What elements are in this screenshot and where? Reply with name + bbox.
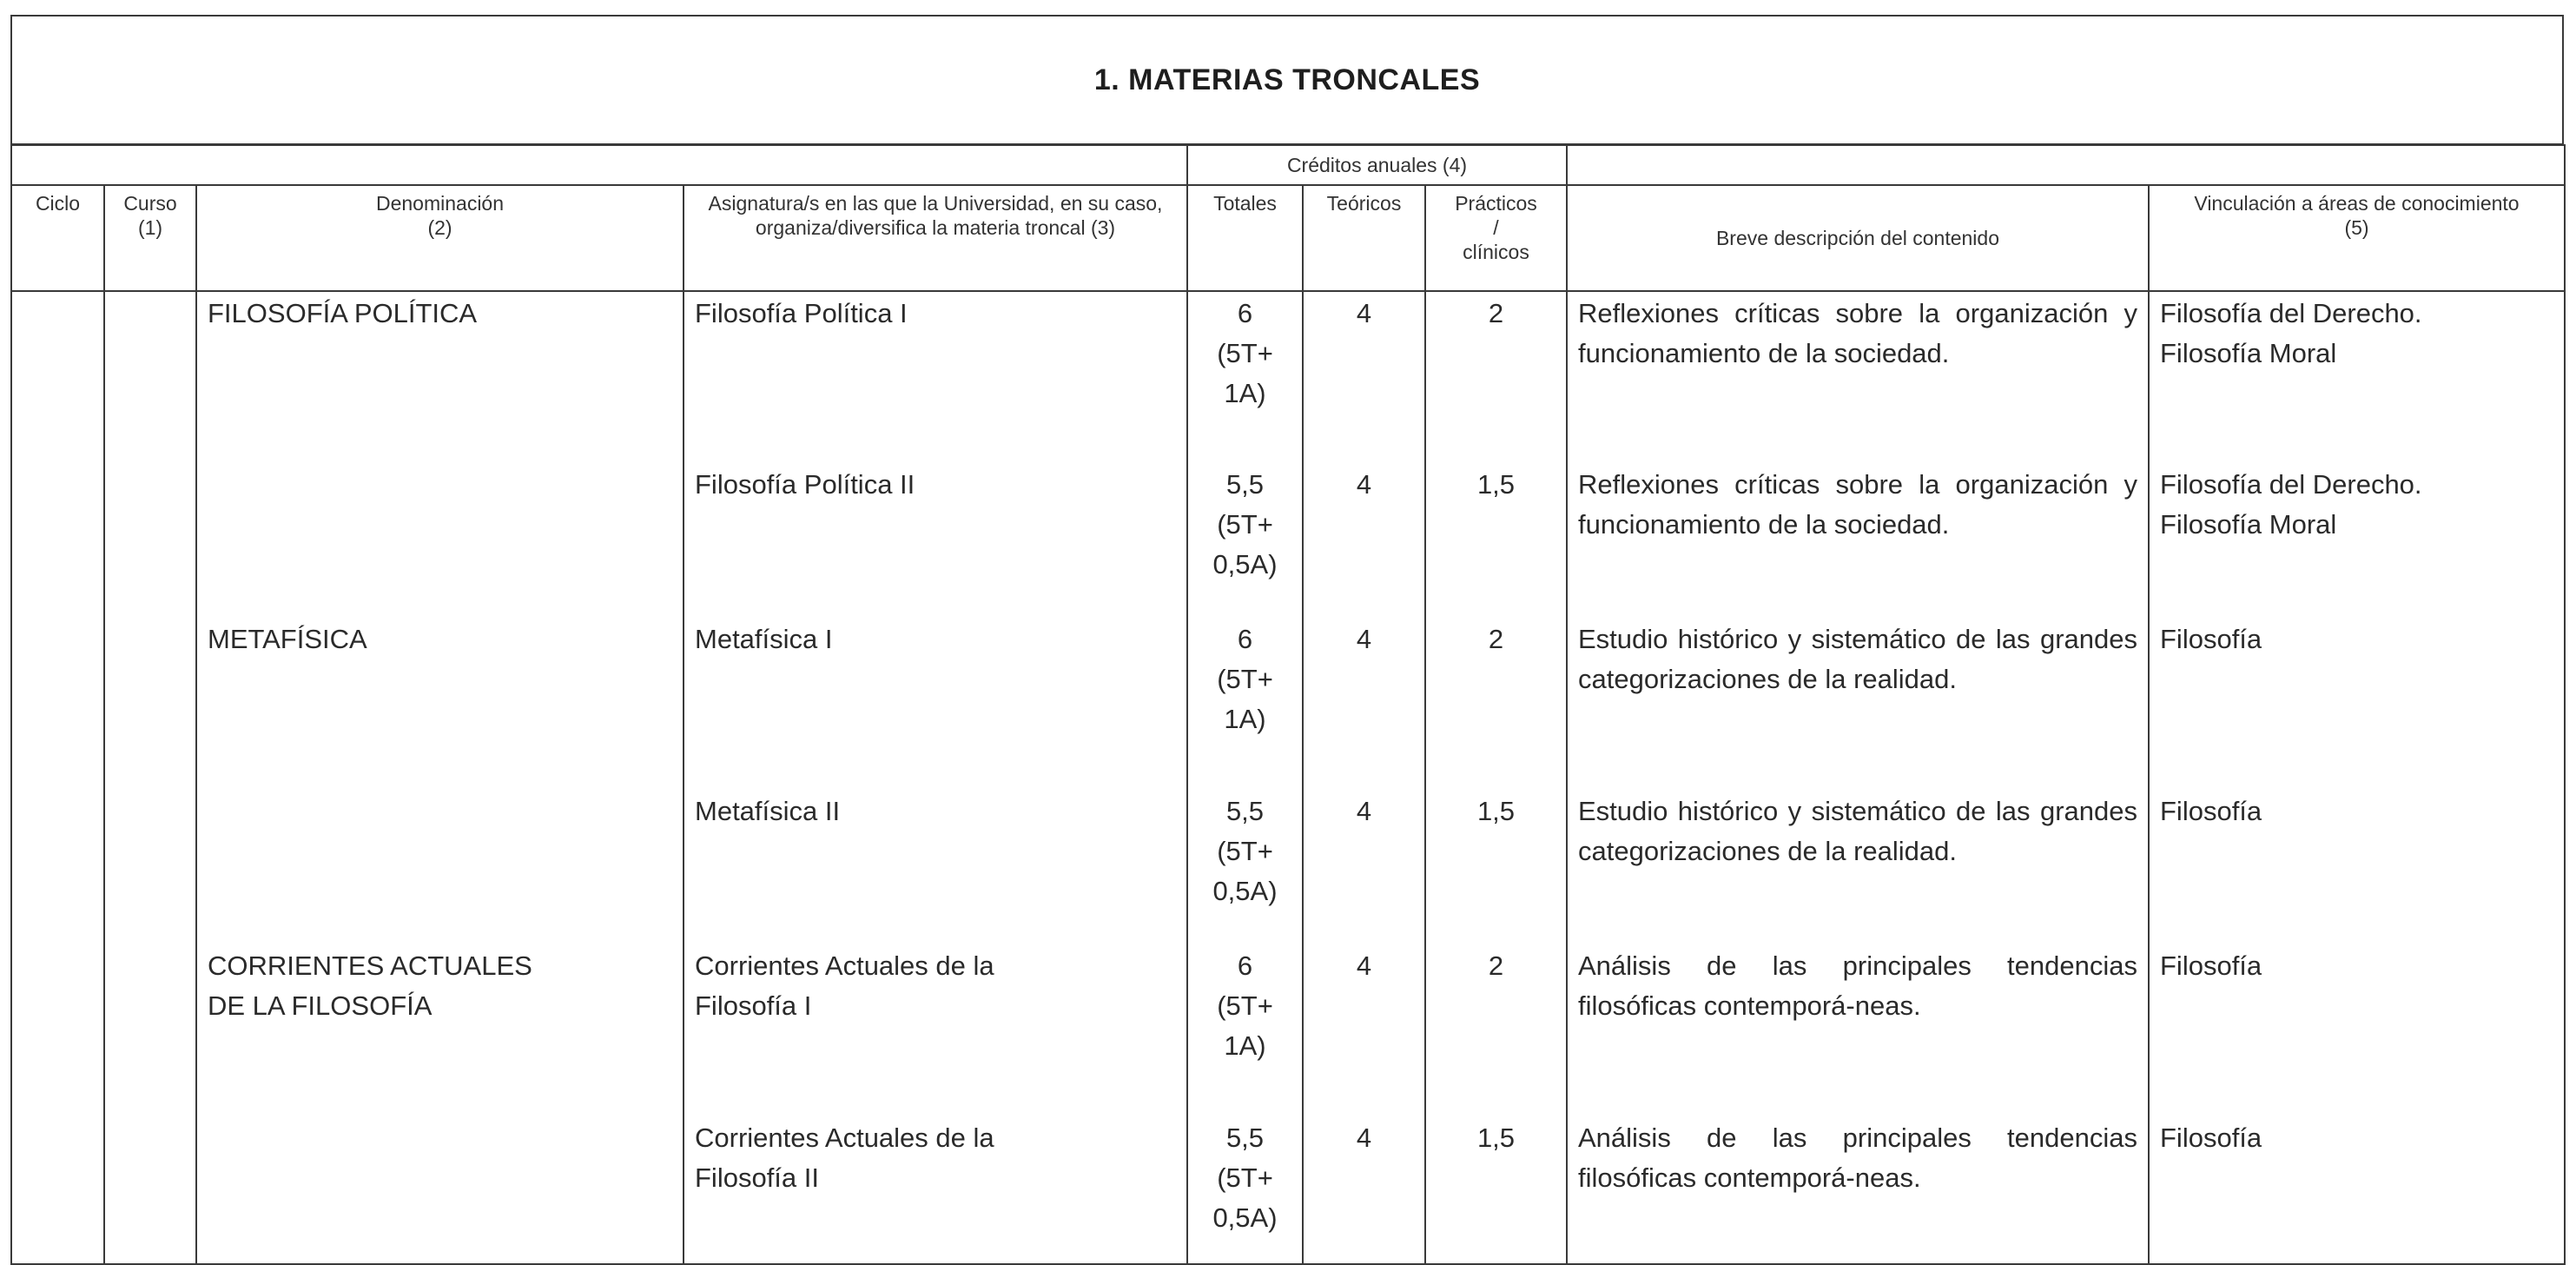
vinculacion-cell (2149, 1116, 2565, 1264)
table-body (11, 291, 2565, 1264)
denominacion-cell (196, 618, 684, 790)
table-row (11, 291, 2565, 463)
practicos-cell (1425, 291, 1567, 463)
totales-cell-text: 6 (5T+ 1A) (1217, 298, 1273, 408)
descripcion-cell-text: Estudio histórico y sistemático de las grandes categorizaciones de la realidad. (1578, 796, 2137, 866)
page-title: 1. MATERIAS TRONCALES (1093, 63, 1481, 96)
practicos-cell-text: 1,5 (1476, 469, 1516, 500)
teoricos-cell-text: 4 (1356, 469, 1372, 500)
header-totales: Totales (1187, 185, 1303, 291)
practicos-cell-text: 2 (1488, 950, 1504, 981)
descripcion-cell (1567, 790, 2149, 944)
curso-cell-text (105, 463, 195, 465)
totales-cell (1187, 944, 1303, 1116)
curso-cell-text (105, 1116, 195, 1118)
curso-cell (104, 291, 196, 463)
curso-cell-text (105, 618, 195, 619)
vinculacion-cell-text: Filosofía (2160, 796, 2262, 826)
curso-cell (104, 944, 196, 1116)
header-ciclo: Ciclo (11, 185, 104, 291)
totales-cell (1187, 618, 1303, 790)
header-descripcion: Breve descripción del contenido (1567, 185, 2149, 291)
totales-cell (1187, 291, 1303, 463)
descripcion-cell (1567, 463, 2149, 618)
table-row (11, 1116, 2565, 1264)
ciclo-cell (11, 1116, 104, 1264)
vinculacion-cell-text: Filosofía (2160, 1123, 2262, 1153)
teoricos-cell-text: 4 (1356, 796, 1372, 826)
denominacion-cell-text: METAFÍSICA (208, 624, 367, 654)
teoricos-cell-text: 4 (1356, 624, 1372, 654)
header-asignatura: Asignatura/s en las que la Universidad, en su caso, organiza/diversifica la materia troncal (3) (684, 185, 1187, 291)
ciclo-cell (11, 618, 104, 790)
header-teoricos: Teóricos (1303, 185, 1425, 291)
asignatura-cell (684, 291, 1187, 463)
ciclo-cell-text (12, 292, 103, 294)
asignatura-cell (684, 618, 1187, 790)
vinculacion-cell-text: Filosofía (2160, 624, 2262, 654)
practicos-cell-text: 2 (1488, 298, 1504, 328)
totales-cell-text: 5,5 (5T+ 0,5A) (1212, 469, 1278, 580)
vinculacion-cell (2149, 618, 2565, 790)
teoricos-cell-text: 4 (1356, 298, 1372, 328)
curso-cell (104, 790, 196, 944)
totales-cell (1187, 1116, 1303, 1264)
header-practicos: Prácticos / clínicos (1425, 185, 1567, 291)
totales-cell (1187, 790, 1303, 944)
header-creditos-group: Créditos anuales (4) (1187, 145, 1567, 185)
descripcion-cell-text: Reflexiones críticas sobre la organización y funcionamiento de la sociedad. (1578, 469, 2137, 540)
asignatura-cell-text: Metafísica II (695, 796, 841, 826)
table-row (11, 944, 2565, 1116)
descripcion-cell (1567, 944, 2149, 1116)
vinculacion-cell-text: Filosofía (2160, 950, 2262, 981)
ciclo-cell-text (12, 618, 103, 619)
table-row (11, 790, 2565, 944)
curso-cell (104, 618, 196, 790)
table-row (11, 618, 2565, 790)
practicos-cell-text: 1,5 (1476, 1123, 1516, 1153)
teoricos-cell (1303, 291, 1425, 463)
troncales-table (10, 144, 2566, 1265)
curso-cell-text (105, 292, 195, 294)
ciclo-cell-text (12, 790, 103, 791)
asignatura-cell (684, 1116, 1187, 1264)
asignatura-cell (684, 944, 1187, 1116)
asignatura-cell-text: Metafísica I (695, 624, 833, 654)
asignatura-cell (684, 790, 1187, 944)
header-denominacion: Denominación (2) (196, 185, 684, 291)
header-blank-right (1567, 145, 2565, 185)
curso-cell-text (105, 944, 195, 946)
denominacion-cell (196, 463, 684, 618)
ciclo-cell-text (12, 944, 103, 946)
ciclo-cell (11, 944, 104, 1116)
denominacion-cell (196, 944, 684, 1116)
totales-cell-text: 5,5 (5T+ 0,5A) (1212, 796, 1278, 906)
ciclo-cell-text (12, 1116, 103, 1118)
curso-cell (104, 1116, 196, 1264)
teoricos-cell-text: 4 (1356, 1123, 1372, 1153)
teoricos-cell (1303, 790, 1425, 944)
table-row (11, 463, 2565, 618)
totales-cell-text: 5,5 (5T+ 0,5A) (1212, 1123, 1278, 1233)
practicos-cell (1425, 790, 1567, 944)
descripcion-cell (1567, 618, 2149, 790)
asignatura-cell-text: Filosofía Política I (695, 298, 908, 328)
teoricos-cell (1303, 944, 1425, 1116)
descripcion-cell-text: Estudio histórico y sistemático de las grandes categorizaciones de la realidad. (1578, 624, 2137, 694)
ciclo-cell (11, 291, 104, 463)
denominacion-cell-text (197, 790, 683, 791)
curso-cell (104, 463, 196, 618)
practicos-cell (1425, 1116, 1567, 1264)
practicos-cell (1425, 944, 1567, 1116)
totales-cell-text: 6 (5T+ 1A) (1217, 624, 1273, 734)
asignatura-cell-text: Corrientes Actuales de la Filosofía II (695, 1123, 994, 1193)
header-vinculacion: Vinculación a áreas de conocimiento (5) (2149, 185, 2565, 291)
vinculacion-cell (2149, 790, 2565, 944)
denominacion-cell-text: FILOSOFÍA POLÍTICA (208, 298, 478, 328)
header-blank-left (11, 145, 1187, 185)
practicos-cell-text: 2 (1488, 624, 1504, 654)
vinculacion-cell (2149, 291, 2565, 463)
asignatura-cell-text: Corrientes Actuales de la Filosofía I (695, 950, 994, 1021)
curso-cell-text (105, 790, 195, 791)
descripcion-cell (1567, 291, 2149, 463)
practicos-cell-text: 1,5 (1476, 796, 1516, 826)
descripcion-cell-text: Análisis de las principales tendencias filosóficas contemporá-neas. (1578, 1123, 2137, 1193)
vinculacion-cell-text: Filosofía del Derecho. Filosofía Moral (2160, 469, 2422, 540)
descripcion-cell-text: Análisis de las principales tendencias filosóficas contemporá-neas. (1578, 950, 2137, 1021)
practicos-cell (1425, 463, 1567, 618)
totales-cell-text: 6 (5T+ 1A) (1217, 950, 1273, 1061)
teoricos-cell-text: 4 (1356, 950, 1372, 981)
teoricos-cell (1303, 1116, 1425, 1264)
descripcion-cell (1567, 1116, 2149, 1264)
denominacion-cell-text (197, 463, 683, 465)
teoricos-cell (1303, 618, 1425, 790)
practicos-cell (1425, 618, 1567, 790)
title-box (10, 15, 2564, 145)
ciclo-cell (11, 790, 104, 944)
totales-cell (1187, 463, 1303, 618)
asignatura-cell-text: Filosofía Política II (695, 469, 915, 500)
vinculacion-cell-text: Filosofía del Derecho. Filosofía Moral (2160, 298, 2422, 368)
denominacion-cell (196, 1116, 684, 1264)
denominacion-cell (196, 790, 684, 944)
denominacion-cell-text: CORRIENTES ACTUALES DE LA FILOSOFÍA (208, 950, 532, 1021)
denominacion-cell (196, 291, 684, 463)
descripcion-cell-text: Reflexiones críticas sobre la organización y funcionamiento de la sociedad. (1578, 298, 2137, 368)
vinculacion-cell (2149, 463, 2565, 618)
header-curso: Curso (1) (104, 185, 196, 291)
ciclo-cell-text (12, 463, 103, 465)
asignatura-cell (684, 463, 1187, 618)
teoricos-cell (1303, 463, 1425, 618)
ciclo-cell (11, 463, 104, 618)
header-row-columns (11, 185, 2565, 291)
header-row-group (11, 145, 2565, 185)
denominacion-cell-text (197, 1116, 683, 1118)
vinculacion-cell (2149, 944, 2565, 1116)
